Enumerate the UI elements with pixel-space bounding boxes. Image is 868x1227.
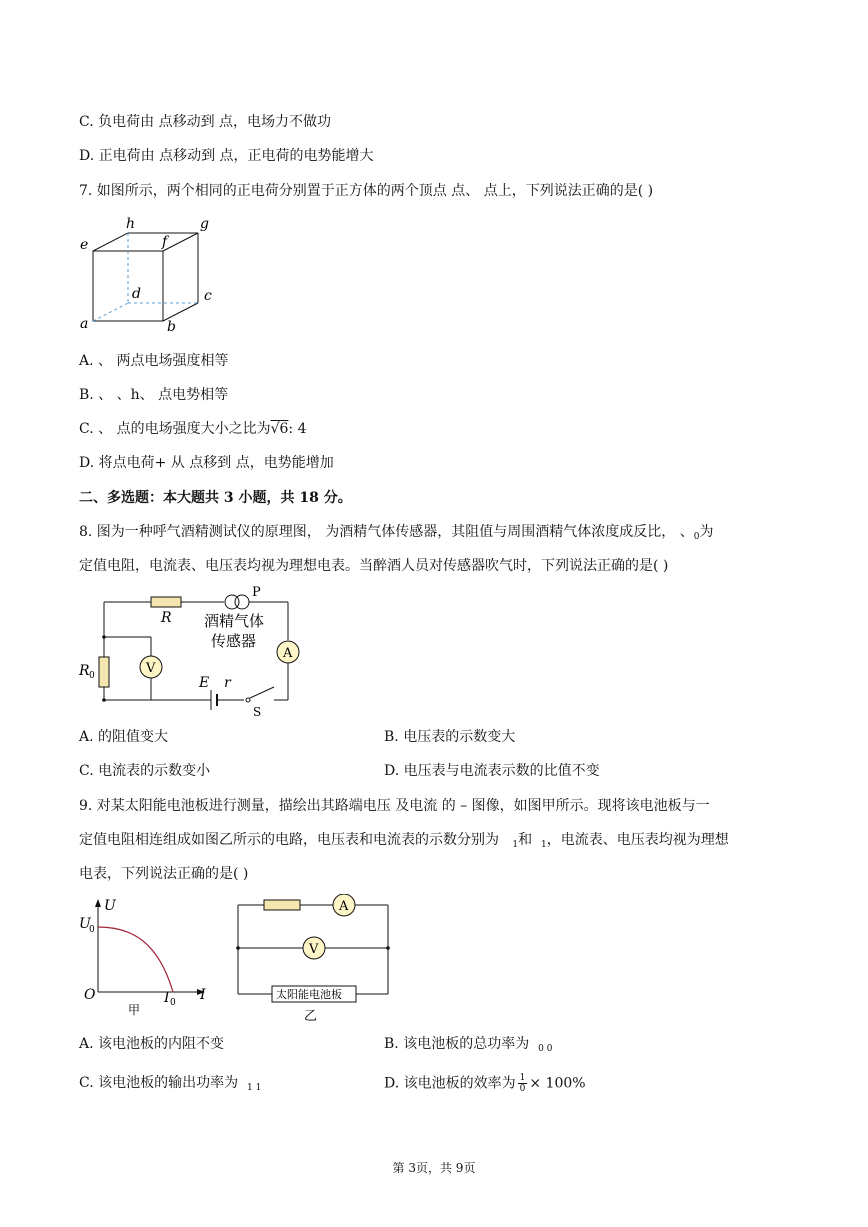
q7-option-a: A. 、 两点电场强度相等 [79, 353, 229, 369]
q9-option-d-text: D. 该电池板的效率为 [384, 1075, 516, 1092]
q9-u1-sub: 1 [512, 840, 519, 850]
axis-label-u: U [104, 898, 116, 914]
q8-r0-sub: 0 [693, 532, 700, 542]
caption-yi: 乙 [304, 1009, 318, 1024]
q9-option-d [384, 1073, 586, 1094]
ammeter-label: A [283, 646, 293, 661]
breathalyzer-circuit [76, 580, 306, 720]
label-i0: I [164, 990, 170, 1006]
q9-stem-line2 [79, 830, 729, 855]
label-u0-sub: 0 [89, 925, 95, 935]
solar-panel-label: 太阳能电池板 [276, 988, 342, 1001]
q8-stem-line2: 定值电阻，电流表、电压表均视为理想电表。当醉酒人员对传感器吹气时，下列说法正确的是( ) [79, 558, 669, 574]
label-r0-sub: 0 [89, 671, 95, 681]
cube-figure [76, 212, 226, 337]
q8-option-d: D. 电压表与电流表示数的比值不变 [384, 763, 600, 779]
q8-stem-text1: 8. 图为一种呼气酒精测试仪的原理图， 为酒精气体传感器，其阻值与周围酒精气体浓度成反比， 、 [79, 524, 694, 540]
vertex-a-label: a [80, 316, 89, 332]
vertex-g-label: g [200, 216, 209, 232]
q9-option-d-denominator: 0 [519, 1084, 526, 1094]
u-i-graph [76, 896, 216, 1021]
u-i-curve [98, 927, 173, 992]
q8-stem-tail: 为 [699, 524, 714, 540]
q7-option-c-ratio: : 4 [288, 421, 307, 437]
solar-panel-circuit [232, 894, 397, 1024]
caption-jia: 甲 [128, 1003, 141, 1017]
switch-s [246, 698, 250, 702]
q7-option-b: B. 、 、h、 点电势相等 [79, 387, 229, 403]
q8-option-a: A. 的阻值变大 [79, 729, 169, 745]
vertex-c-label: c [204, 288, 212, 304]
q9-stem-line1: 9. 对某太阳能电池板进行测量，描绘出其路端电压 及电流 的 – 图像，如图甲所示。现将该电池板与一 [79, 798, 710, 814]
q9-option-d-percent: × 100% [529, 1075, 586, 1092]
resistor-r0 [99, 657, 109, 687]
sensor-label-line1: 酒精气体 [204, 612, 265, 630]
axis-label-i: I [200, 987, 206, 1003]
q9-option-d-numerator: 1 [519, 1073, 526, 1083]
q8-option-b: B. 电压表的示数变大 [384, 729, 516, 745]
q9-stem-text2: 定值电阻相连组成如图乙所示的电路，电压表和电流表的示数分别为 [79, 832, 499, 848]
q9-option-c [79, 1073, 261, 1098]
vertex-b-label: b [167, 319, 176, 335]
label-e: E [199, 675, 210, 691]
q9-option-b-subs: 0 0 [538, 1044, 553, 1054]
origin-label: O [84, 987, 96, 1003]
voltmeter-2-label: V [309, 942, 319, 957]
vertex-d-label: d [132, 286, 141, 302]
q9-option-b-text: B. 该电池板的总功率为 [384, 1036, 530, 1052]
ammeter-2-label: A [339, 899, 349, 914]
vertex-f-label: f [162, 234, 168, 250]
q9-option-a: A. 该电池板的内阻不变 [79, 1036, 225, 1052]
q7-option-c-text: C. 、 点的电场强度大小之比为 [79, 421, 271, 437]
q7-option-c-sqrt: √6 [270, 421, 289, 437]
q6-option-c: C. 负电荷由 点移动到 点，电场力不做功 [79, 114, 332, 130]
label-u0: U [79, 916, 91, 932]
q7-option-d: D. 将点电荷+ 从 点移到 点，电势能增加 [79, 455, 334, 471]
label-r0: R [79, 663, 90, 679]
label-i0-sub: 0 [170, 998, 176, 1008]
label-r: R [161, 610, 172, 626]
sensor-label-line2: 传感器 [211, 632, 257, 650]
q8-option-c: C. 电流表的示数变小 [79, 763, 211, 779]
q8-stem-line1 [79, 522, 713, 547]
q9-option-c-subs: 1 1 [247, 1083, 262, 1093]
vertex-h-label: h [126, 216, 136, 232]
page-footer: 第 3页，共 9页 [392, 1161, 476, 1175]
label-r-internal: r [224, 675, 231, 691]
fixed-resistor [264, 900, 300, 910]
q9-option-d-fraction [518, 1073, 528, 1094]
section-2-heading: 二、多选题：本大题共 3 小题，共 18 分。 [79, 490, 352, 506]
vertex-e-label: e [80, 237, 89, 253]
q9-stem-and: 和 [518, 832, 533, 848]
q6-option-d: D. 正电荷由 点移动到 点，正电荷的电势能增大 [79, 148, 374, 164]
q9-stem-line3: 电表，下列说法正确的是( ) [79, 866, 249, 882]
q9-option-c-text: C. 该电池板的输出功率为 [79, 1075, 239, 1091]
label-s: S [253, 705, 262, 719]
q9-option-b [384, 1034, 552, 1059]
q7-option-c [79, 419, 306, 439]
q9-stem-text2-tail: ，电流表、电压表均视为理想 [546, 832, 729, 848]
q7-stem: 7. 如图所示，两个相同的正电荷分别置于正方体的两个顶点 点、 点上，下列说法正确的是( ) [79, 183, 654, 199]
label-p: P [252, 585, 261, 600]
resistor-r [151, 597, 181, 607]
voltmeter-label: V [146, 661, 156, 676]
q9-i1-sub: 1 [541, 840, 547, 850]
